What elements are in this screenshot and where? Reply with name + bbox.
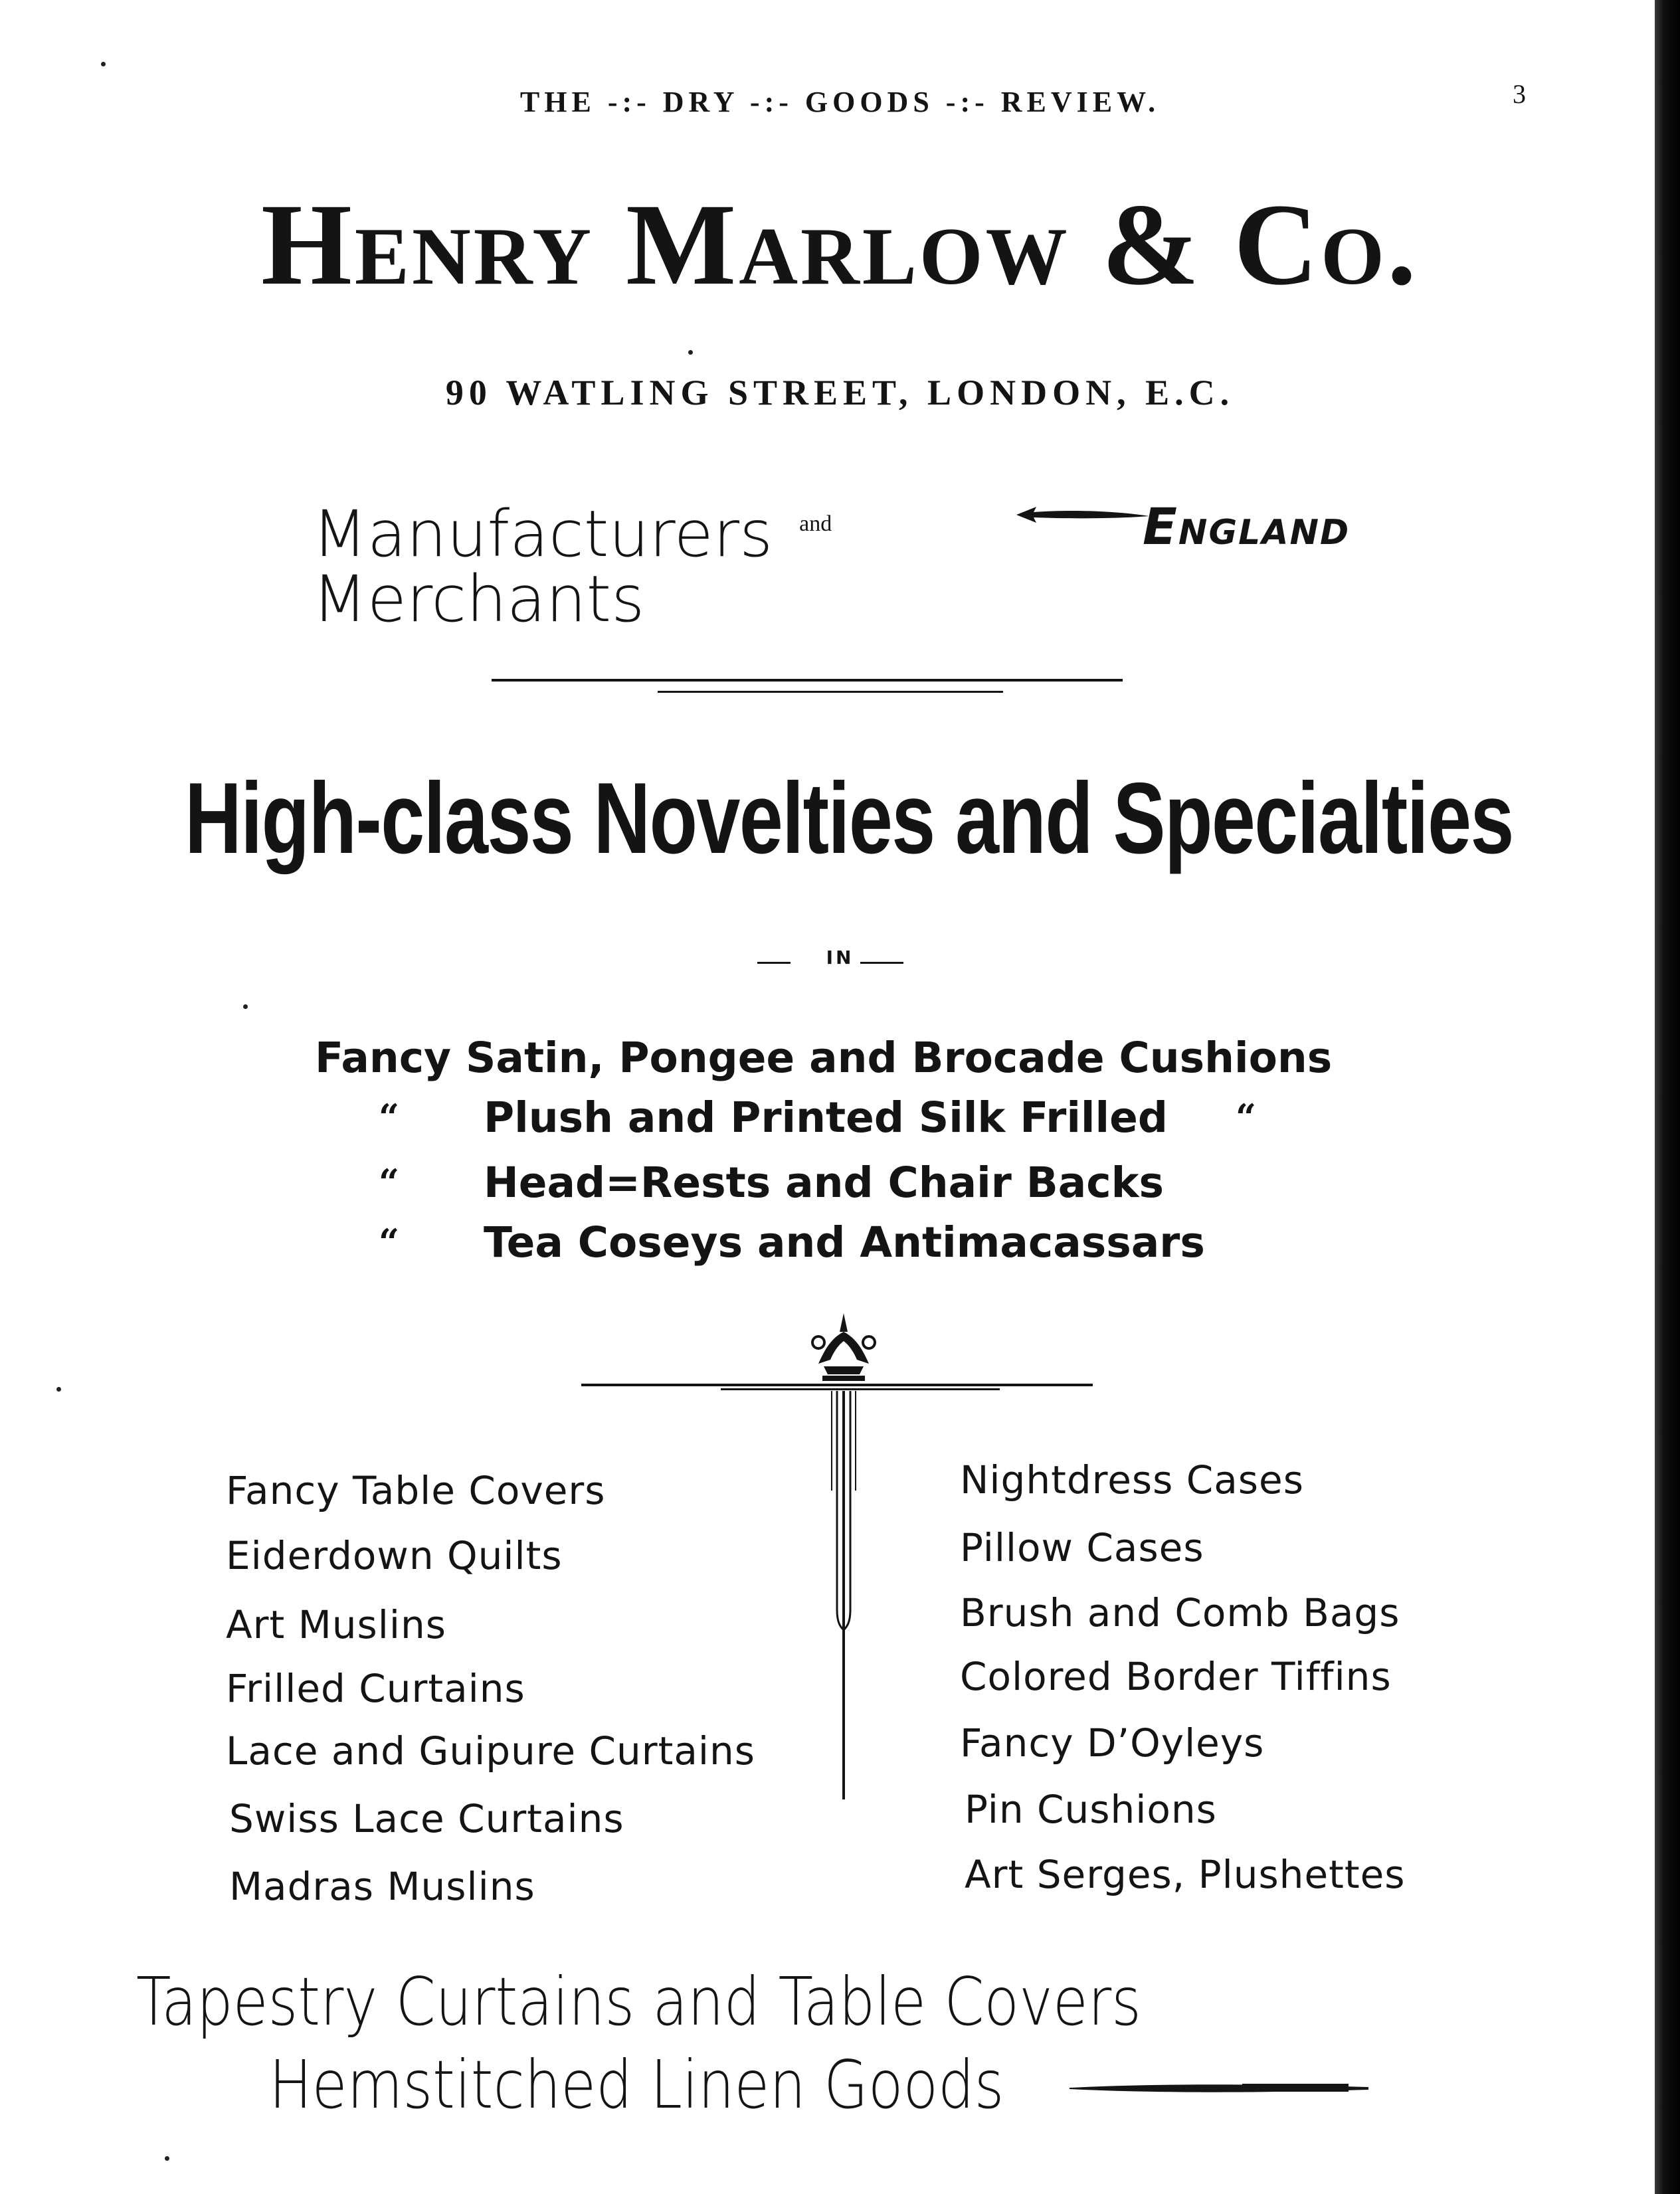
location — [1143, 497, 1350, 556]
description-line-1: Manufacturers — [312, 497, 773, 571]
right-list-item: Brush and Comb Bags — [960, 1590, 1400, 1635]
right-list-item: Pillow Cases — [960, 1525, 1204, 1570]
column-divider — [824, 1391, 864, 1803]
left-list-item: Lace and Guipure Curtains — [226, 1728, 755, 1774]
ditto-mark: “ — [1236, 1096, 1257, 1139]
left-list-item: Swiss Lace Curtains — [229, 1796, 624, 1841]
right-list-item: Fancy D’Oyleys — [960, 1720, 1265, 1766]
speck — [56, 1387, 61, 1392]
masthead: THE -:- DRY -:- GOODS -:- REVIEW. — [519, 86, 1161, 118]
tail-flourish-icon — [1070, 2078, 1368, 2098]
right-list-item: Nightdress Cases — [960, 1457, 1304, 1503]
firm-name: Henry Marlow & Co. — [261, 180, 1419, 310]
left-list-item: Madras Muslins — [229, 1864, 535, 1909]
right-list-item: Colored Border Tiffins — [960, 1654, 1392, 1699]
cushion-line: Tea Coseys and Antimacassars — [484, 1218, 1205, 1267]
left-list-item: Art Muslins — [226, 1602, 446, 1647]
business-description — [312, 492, 832, 636]
cushion-line: Head=Rests and Chair Backs — [484, 1158, 1164, 1207]
pointing-flourish-icon — [1016, 502, 1149, 528]
location-rest: NGLAND — [1178, 513, 1351, 553]
footer-line: Hemstitched Linen Goods — [269, 2046, 1004, 2124]
description-conjunction: and — [799, 511, 832, 536]
speck — [101, 62, 106, 66]
left-list-item: Fancy Table Covers — [226, 1468, 606, 1513]
divider-rule — [492, 679, 1123, 682]
ornament-rule-short — [721, 1388, 1000, 1390]
left-list-item: Frilled Curtains — [226, 1666, 525, 1711]
ornament-rule — [581, 1384, 1093, 1386]
fleuron-ornament-icon — [804, 1312, 884, 1385]
location-initial: E — [1143, 497, 1178, 556]
speck — [165, 2156, 169, 2161]
cushion-line: Plush and Printed Silk Frilled — [484, 1093, 1168, 1142]
speck — [688, 350, 693, 355]
ditto-mark: “ — [379, 1221, 400, 1263]
connector-word: IN — [826, 947, 854, 968]
page-number: 3 — [1513, 79, 1526, 109]
address: 90 WATLING STREET, LONDON, E.C. — [445, 373, 1235, 412]
right-list-item: Pin Cushions — [965, 1787, 1217, 1832]
right-list-item: Art Serges, Plushettes — [965, 1852, 1406, 1897]
left-list-item: Eiderdown Quilts — [226, 1533, 563, 1578]
page-binding-edge — [1655, 0, 1680, 2194]
footer-line: Tapestry Curtains and Table Covers — [136, 1963, 1141, 2041]
connector-dash-right — [860, 962, 903, 964]
divider-rule-short — [658, 691, 1003, 693]
cushion-line: Fancy Satin, Pongee and Brocade Cushions — [315, 1034, 1333, 1082]
headline: High-class Novelties and Specialties — [185, 762, 1513, 875]
description-line-2: Merchants — [312, 562, 645, 636]
ditto-mark: “ — [379, 1161, 400, 1204]
speck — [243, 1004, 248, 1009]
ditto-mark: “ — [379, 1096, 400, 1139]
